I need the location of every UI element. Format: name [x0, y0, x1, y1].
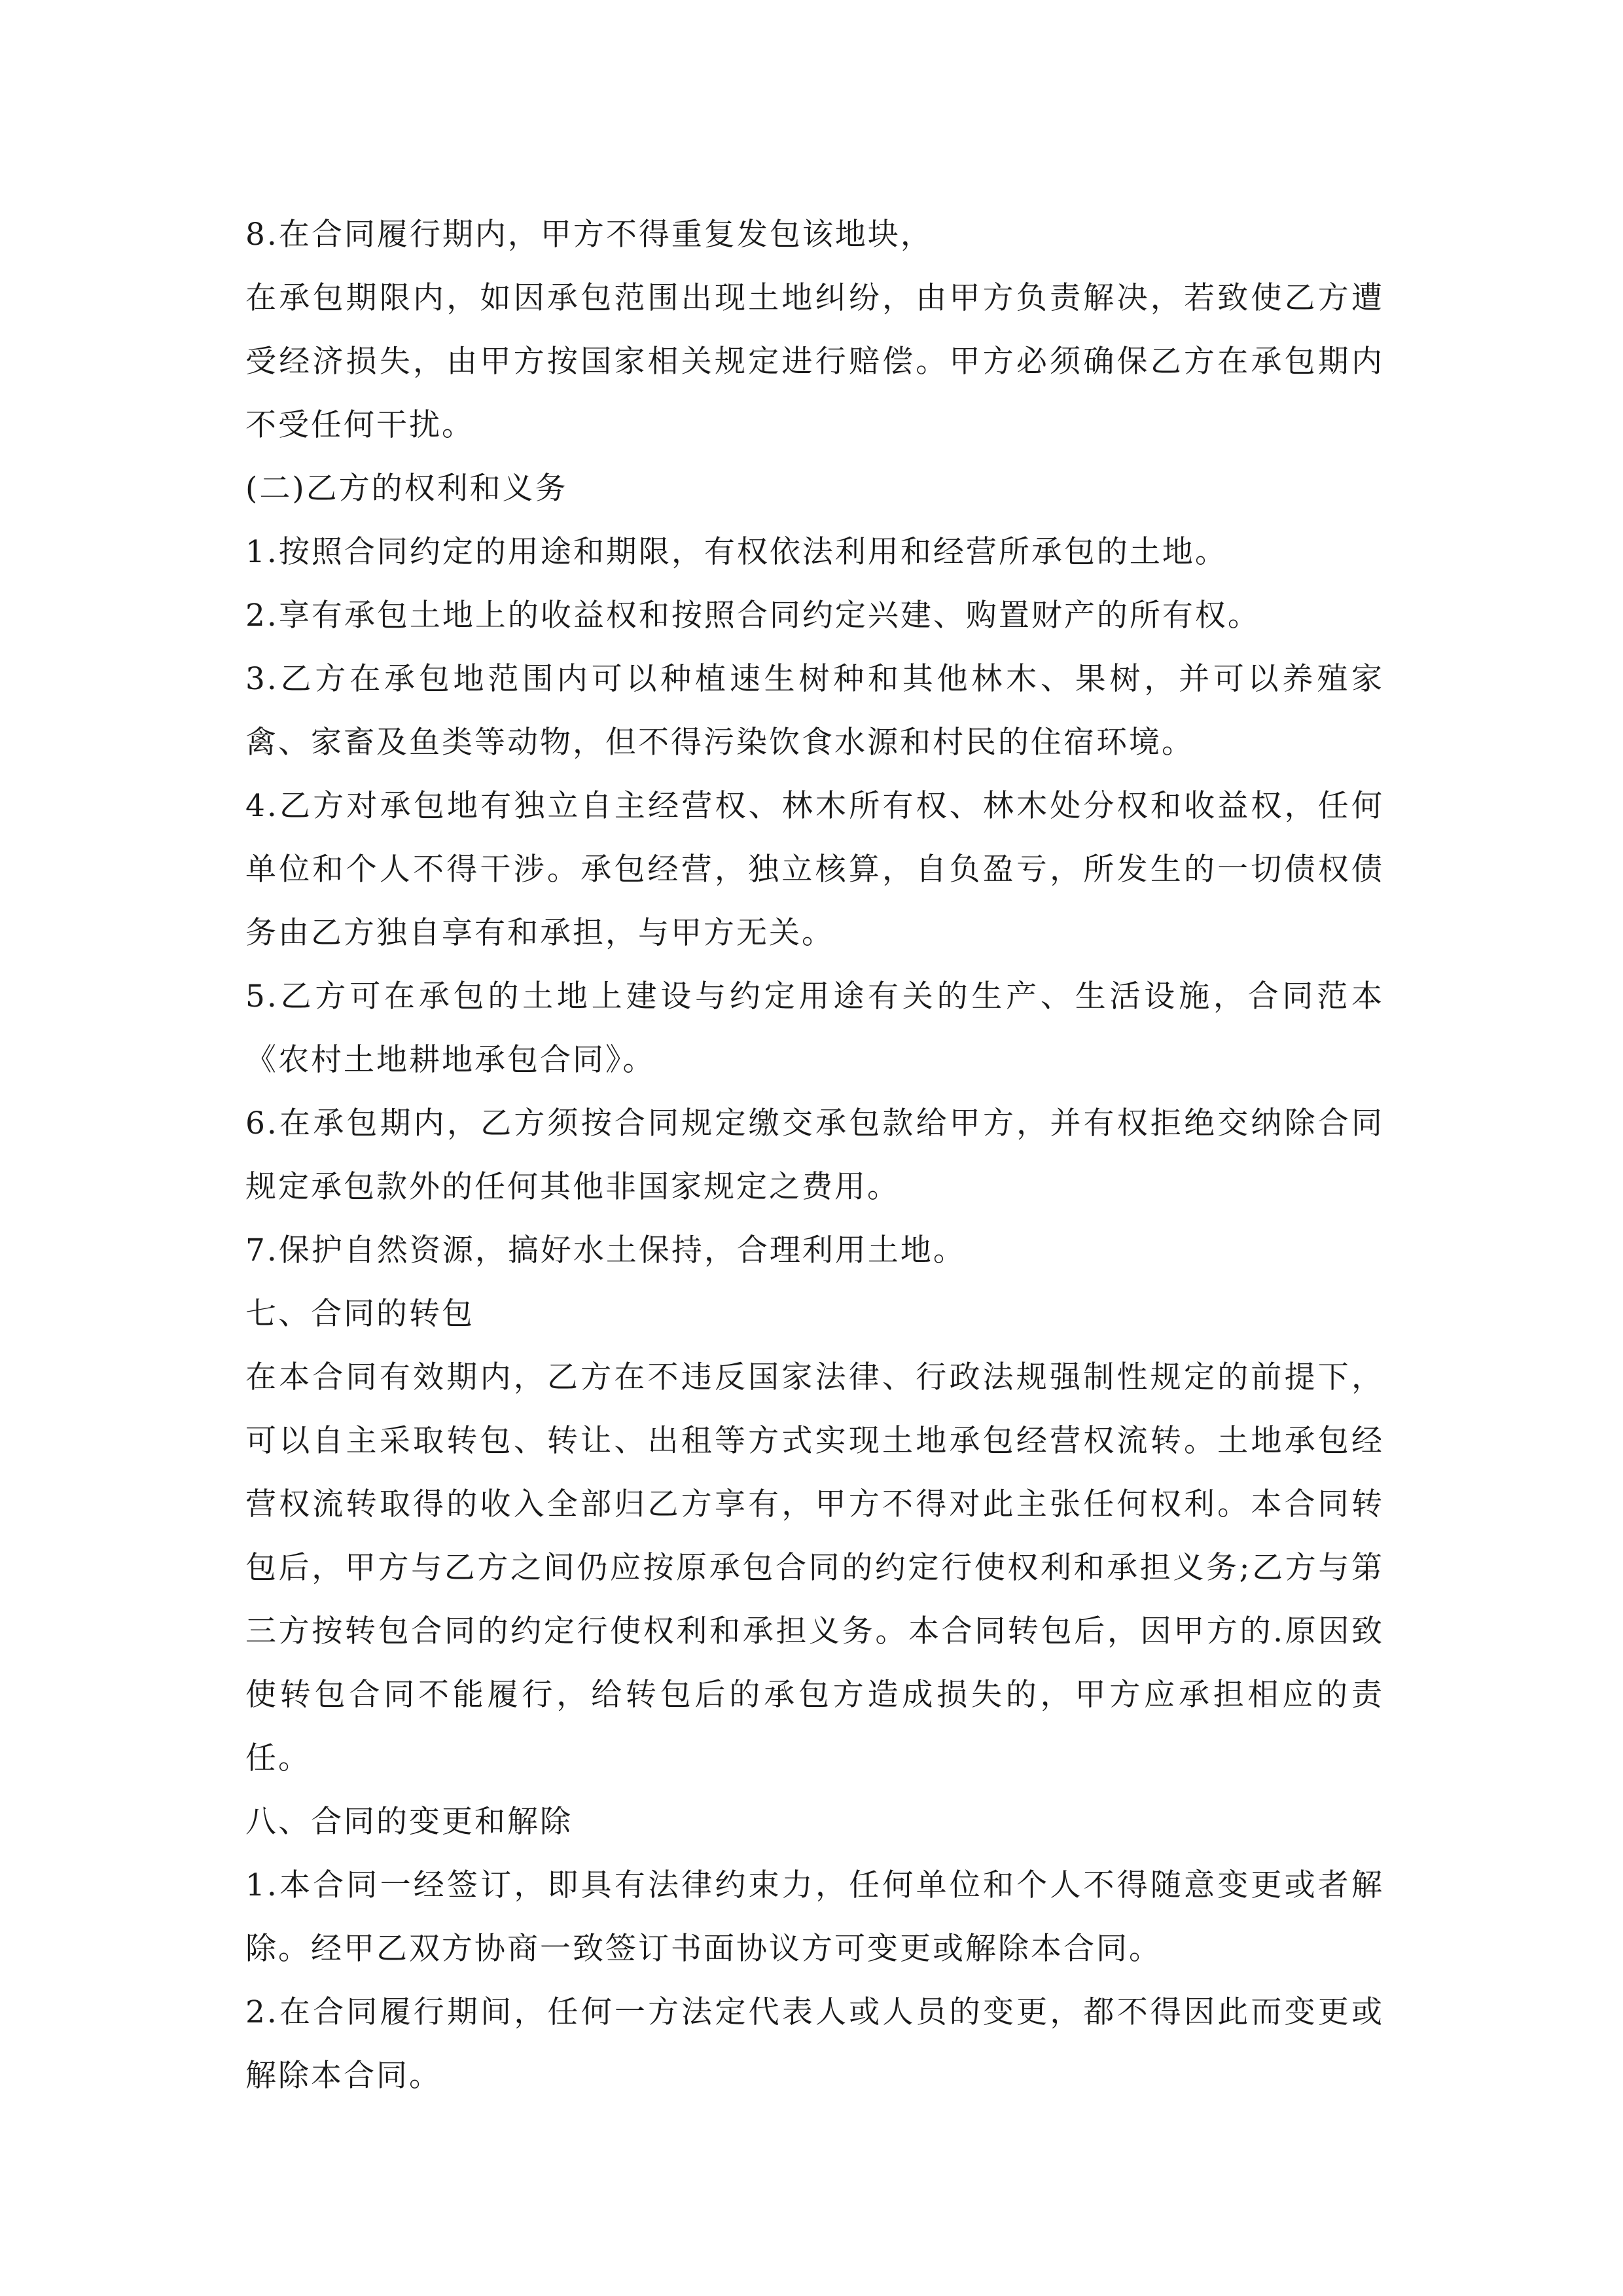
- section-heading-subcontract: 七、合同的转包: [245, 1296, 474, 1332]
- party-b-clause-2: 2.享有承包土地上的收益权和按照合同约定兴建、购置财产的所有权。: [245, 598, 1260, 634]
- change-clause-1: 1.本合同一经签订，即具有法律约束力，任何单位和个人不得随意变更或者解除。经甲乙双方协商一致签订书面协议方可变更或解除本合同。: [245, 1867, 1384, 1967]
- party-b-clause-4: 4.乙方对承包地有独立自主经营权、林木所有权、林木处分权和收益权，任何单位和个人不得干涉。承包经营，独立核算，自负盈亏，所发生的一切债权债务由乙方独自享有和承担，与甲方无关。: [245, 788, 1384, 951]
- dispute-resolution-paragraph: 在承包期限内，如因承包范围出现土地纠纷，由甲方负责解决，若致使乙方遭受经济损失，由甲方按国家相关规定进行赔偿。甲方必须确保乙方在承包期内不受任何干扰。: [245, 280, 1384, 443]
- party-b-clause-5: 5.乙方可在承包的土地上建设与约定用途有关的生产、生活设施，合同范本《农村土地耕地承包合同》。: [245, 978, 1384, 1078]
- party-b-clause-3: 3.乙方在承包地范围内可以种植速生树种和其他林木、果树，并可以养殖家禽、家畜及鱼类等动物，但不得污染饮食水源和村民的住宿环境。: [245, 661, 1384, 761]
- section-heading-change-termination: 八、合同的变更和解除: [245, 1804, 573, 1840]
- subcontract-paragraph: 在本合同有效期内，乙方在不违反国家法律、行政法规强制性规定的前提下，可以自主采取转包、转让、出租等方式实现土地承包经营权流转。土地承包经营权流转取得的收入全部归乙方享有，甲方不得对此主张任何权利。本合同转包后，甲方与乙方之间仍应按原承包合同的约定行使权利和承担义务;乙方与第三方按转包合同的约定行使权利和承担义务。本合同转包后，因甲方的.原因致使转包合同不能履行，给转包后的承包方造成损失的，甲方应承担相应的责任。: [245, 1359, 1384, 1776]
- change-clause-2: 2.在合同履行期间，任何一方法定代表人或人员的变更，都不得因此而变更或解除本合同。: [245, 1994, 1384, 2094]
- party-b-clause-6: 6.在承包期内，乙方须按合同规定缴交承包款给甲方，并有权拒绝交纳除合同规定承包款外的任何其他非国家规定之费用。: [245, 1105, 1384, 1205]
- document-body: [245, 203, 1384, 2108]
- section-heading-party-b-rights: (二)乙方的权利和义务: [245, 471, 568, 507]
- party-b-clause-1: 1.按照合同约定的用途和期限，有权依法利用和经营所承包的土地。: [245, 534, 1228, 570]
- clause-8-no-repeat-lease: 8.在合同履行期内，甲方不得重复发包该地块，: [245, 217, 933, 253]
- party-b-clause-7: 7.保护自然资源，搞好水土保持，合理利用土地。: [245, 1232, 966, 1268]
